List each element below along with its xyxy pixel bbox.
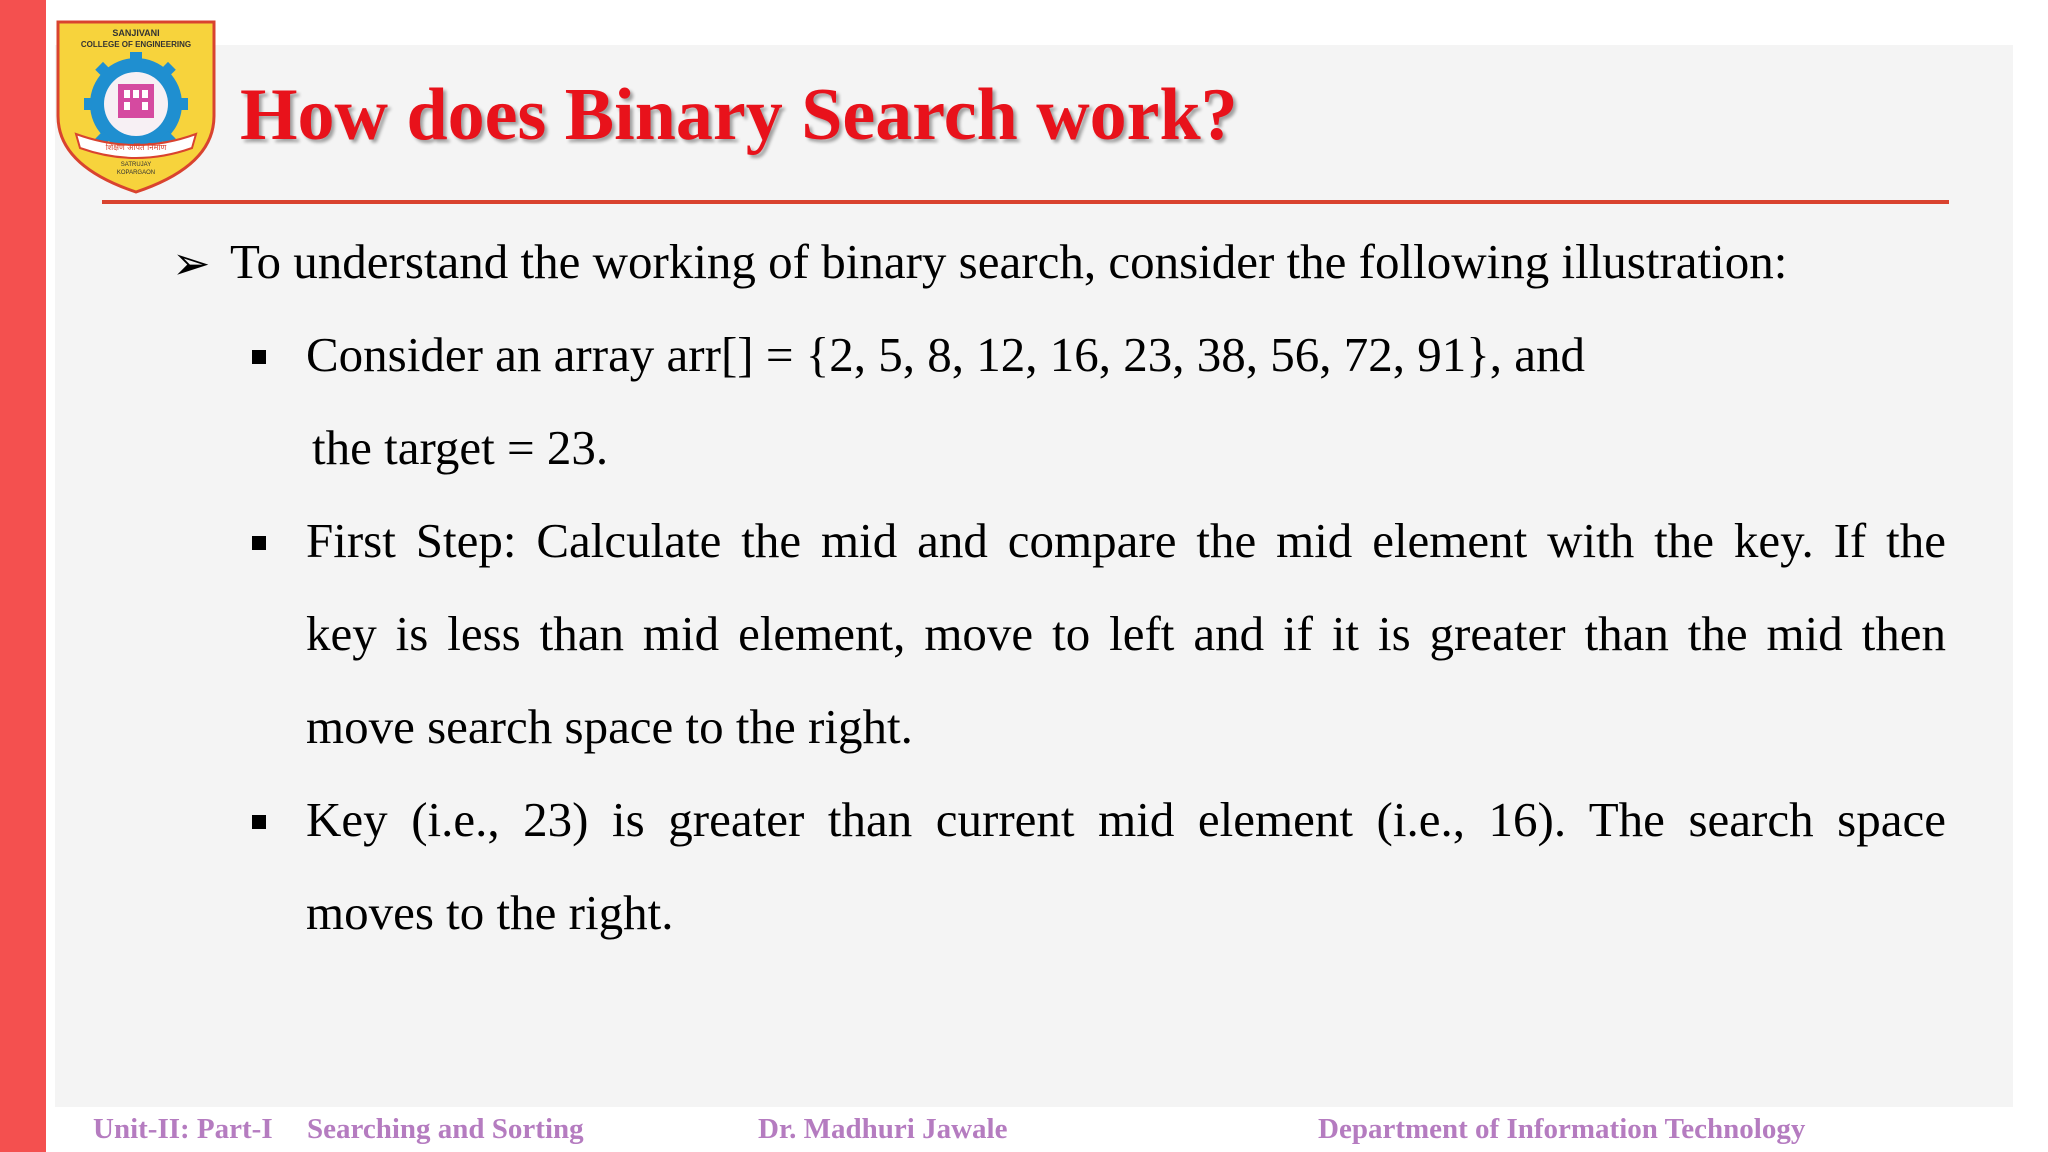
footer-topic: Searching and Sorting <box>307 1113 584 1145</box>
slide-background <box>55 45 2013 1107</box>
bullet-1-line-1: Consider an array arr[] = {2, 5, 8, 12, 16, 23, 38, 56, 72, 91}, and <box>306 327 1586 382</box>
arrow-bullet-icon: ➢ <box>172 238 211 289</box>
square-bullet-icon <box>252 536 266 550</box>
left-accent-bar <box>0 0 46 1152</box>
title-divider <box>102 200 1949 204</box>
intro-text: To understand the working of binary search, consider the following illustration: <box>230 234 1788 289</box>
slide-title: How does Binary Search work? <box>240 74 1238 156</box>
bullet-2-line-1: First Step: Calculate the mid and compare the mid element with the key. If the <box>306 513 1946 568</box>
bullet-1-line-2: the target = 23. <box>312 420 609 475</box>
logo-ribbon-text: शिक्षण अर्पित निर्माण <box>105 143 167 152</box>
footer-unit: Unit-II: Part-I <box>93 1113 273 1145</box>
logo-bottom-text-2: KOPARGAON <box>116 170 156 176</box>
square-bullet-icon <box>252 350 266 364</box>
bullet-3-line-1: Key (i.e., 23) is greater than current mid element (i.e., 16). The search space <box>306 792 1946 847</box>
bullet-2-line-2: key is less than mid element, move to left and if it is greater than the mid then <box>306 606 1946 661</box>
bullet-3-line-2: moves to the right. <box>306 885 674 940</box>
college-logo <box>52 16 220 196</box>
footer-department: Department of Information Technology <box>1318 1113 1806 1145</box>
logo-bottom-text-1: SATRUJAY <box>120 162 152 168</box>
bullet-2-line-3: move search space to the right. <box>306 699 913 754</box>
logo-college-text: COLLEGE OF ENGINEERING <box>80 40 192 49</box>
building-icon <box>118 84 154 118</box>
logo-top-text: SANJIVANI <box>112 28 160 38</box>
footer-author: Dr. Madhuri Jawale <box>758 1113 1008 1145</box>
square-bullet-icon <box>252 815 266 829</box>
